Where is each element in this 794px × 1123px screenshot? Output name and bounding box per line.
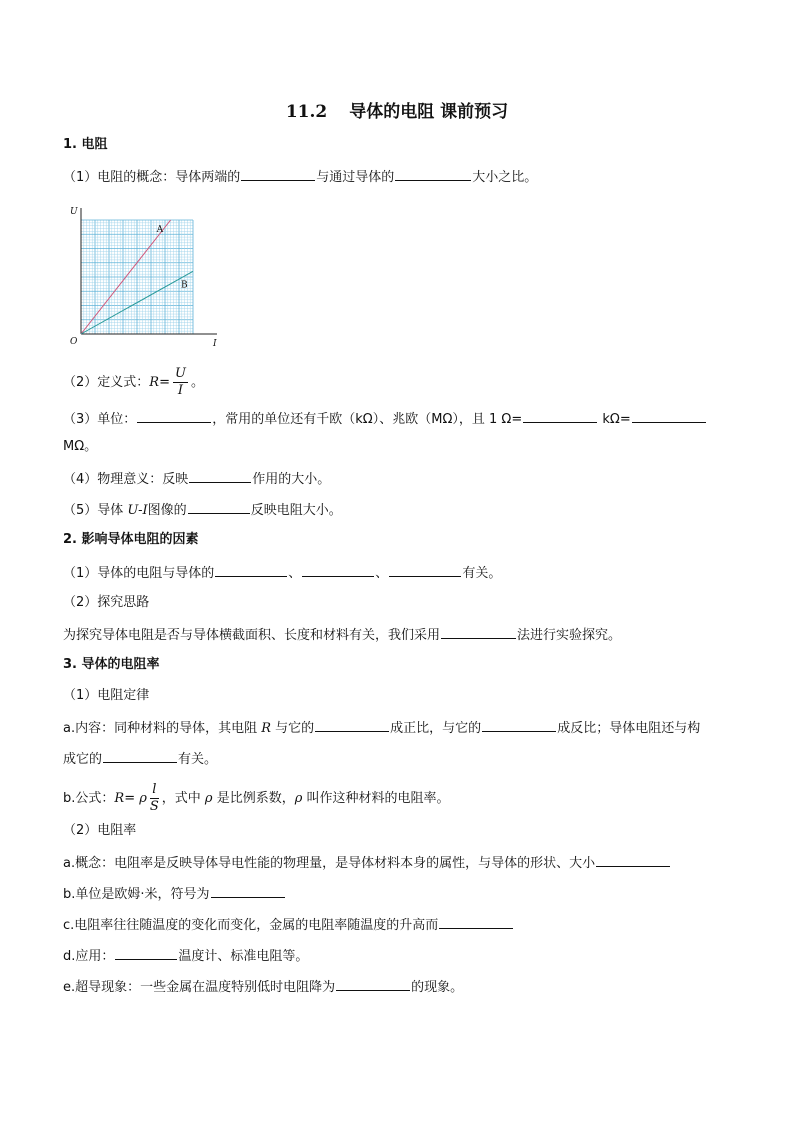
denominator: I xyxy=(177,383,184,398)
text: 有关。 xyxy=(178,752,218,767)
section-3-heading: 3. 导体的电阻率 xyxy=(63,657,160,672)
text: 有关。 xyxy=(462,566,502,581)
symbol-rho: ρ xyxy=(204,791,213,806)
text: 成它的 xyxy=(63,752,103,767)
line-temperature xyxy=(63,915,514,935)
text: 作用的大小。 xyxy=(252,472,331,487)
text: 、 xyxy=(375,566,389,581)
fill-blank[interactable] xyxy=(336,977,410,991)
text: kΩ= xyxy=(598,412,631,427)
line-definition xyxy=(63,366,204,399)
fraction-l-over-s xyxy=(150,782,159,815)
line-method xyxy=(63,625,621,645)
fill-blank[interactable] xyxy=(115,946,177,960)
text: 图像的 xyxy=(147,503,187,518)
text: 大小之比。 xyxy=(472,170,538,185)
fill-blank[interactable] xyxy=(188,500,250,514)
fill-blank[interactable] xyxy=(189,469,251,483)
text: 叫作这种材料的电阻率。 xyxy=(302,791,450,806)
fill-blank[interactable] xyxy=(439,915,513,929)
text: 反映电阻大小。 xyxy=(250,503,342,518)
line-concept xyxy=(63,167,537,187)
line-law: （1）电阻定律 xyxy=(63,688,150,703)
line-resistivity: （2）电阻率 xyxy=(63,823,137,838)
text: e.超导现象：一些金属在温度特别低时电阻降为 xyxy=(63,980,336,995)
line-application xyxy=(63,946,308,966)
line-unit-rho xyxy=(63,884,286,904)
text: ，式中 xyxy=(161,791,205,806)
text: b.公式： xyxy=(63,791,115,806)
text: 成反比；导体电阻还与构 xyxy=(557,721,701,736)
series-label-b: B xyxy=(181,280,188,291)
text: 、 xyxy=(288,566,302,581)
u-i-label: U-I xyxy=(127,503,148,518)
fill-blank[interactable] xyxy=(103,749,177,763)
text: 成正比，与它的 xyxy=(390,721,482,736)
x-axis-label: I xyxy=(213,339,217,348)
page-title xyxy=(0,97,794,122)
text: d.应用： xyxy=(63,949,115,964)
series-label-a: A xyxy=(156,225,164,235)
u-i-graph xyxy=(66,200,226,348)
fill-blank[interactable] xyxy=(302,563,374,577)
line-unit xyxy=(63,409,707,429)
fill-blank[interactable] xyxy=(211,884,285,898)
line-approach: （2）探究思路 xyxy=(63,595,150,610)
fill-blank[interactable] xyxy=(215,563,287,577)
text: （1）电阻的概念：导体两端的 xyxy=(63,170,241,185)
denominator: S xyxy=(149,799,159,814)
formula-r: R xyxy=(114,791,125,806)
fill-blank[interactable] xyxy=(137,409,211,423)
text: 是比例系数， xyxy=(212,791,295,806)
fill-blank[interactable] xyxy=(523,409,597,423)
line-law-content xyxy=(63,718,700,738)
line-law-content-cont xyxy=(63,749,217,769)
title-number: 11.2 xyxy=(285,102,328,122)
symbol-r: R xyxy=(261,721,272,736)
line-unit-cont: MΩ。 xyxy=(63,439,98,454)
line-graph xyxy=(63,500,342,520)
fill-blank[interactable] xyxy=(315,718,389,732)
text: 的现象。 xyxy=(411,980,464,995)
fraction-u-over-i xyxy=(173,366,188,399)
line-superconduct xyxy=(63,977,463,997)
text: 法进行实验探究。 xyxy=(517,628,622,643)
line-concept-rho xyxy=(63,853,671,873)
text: a.概念：电阻率是反映导体导电性能的物理量，是导体材料本身的属性，与导体的形状、大小 xyxy=(63,856,596,871)
origin-label: O xyxy=(70,337,78,347)
text: 与它的 xyxy=(271,721,315,736)
text: （1）导体的电阻与导体的 xyxy=(63,566,215,581)
fill-blank[interactable] xyxy=(241,167,315,181)
fill-blank[interactable] xyxy=(482,718,556,732)
numerator: l xyxy=(150,782,159,799)
fill-blank[interactable] xyxy=(395,167,471,181)
text: （5）导体 xyxy=(63,503,128,518)
fill-blank[interactable] xyxy=(596,853,670,867)
text: 为探究导体电阻是否与导体横截面积、长度和材料有关，我们采用 xyxy=(63,628,441,643)
numerator: U xyxy=(174,366,186,381)
text: ，常用的单位还有千欧（kΩ）、兆欧（MΩ），且 1 Ω= xyxy=(212,412,523,427)
section-1-heading: 1. 电阻 xyxy=(63,137,108,152)
symbol-rho: ρ xyxy=(294,791,303,806)
formula-eq: = xyxy=(159,375,170,390)
text: c.电阻率往往随温度的变化而变化，金属的电阻率随温度的升高而 xyxy=(63,918,439,933)
fill-blank[interactable] xyxy=(389,563,461,577)
line-meaning xyxy=(63,469,330,489)
y-axis-label: U xyxy=(70,207,78,217)
text: （4）物理意义：反映 xyxy=(63,472,189,487)
fill-blank[interactable] xyxy=(441,625,516,639)
formula-eq: = xyxy=(124,791,140,806)
text: 与通过导体的 xyxy=(316,170,395,185)
section-2-heading: 2. 影响导体电阻的因素 xyxy=(63,532,199,547)
text: b.单位是欧姆·米，符号为 xyxy=(63,887,210,902)
formula-rho: ρ xyxy=(139,791,147,806)
formula-r: R xyxy=(149,375,160,390)
fill-blank[interactable] xyxy=(632,409,706,423)
text: 。 xyxy=(190,375,204,390)
text: （3）单位： xyxy=(63,412,137,427)
text: （2）定义式： xyxy=(63,375,150,390)
text: 温度计、标准电阻等。 xyxy=(178,949,309,964)
line-formula xyxy=(63,782,450,815)
line-factors xyxy=(63,563,501,583)
title-text: 导体的电阻 课前预习 xyxy=(349,102,509,122)
text: a.内容：同种材料的导体，其电阻 xyxy=(63,721,262,736)
